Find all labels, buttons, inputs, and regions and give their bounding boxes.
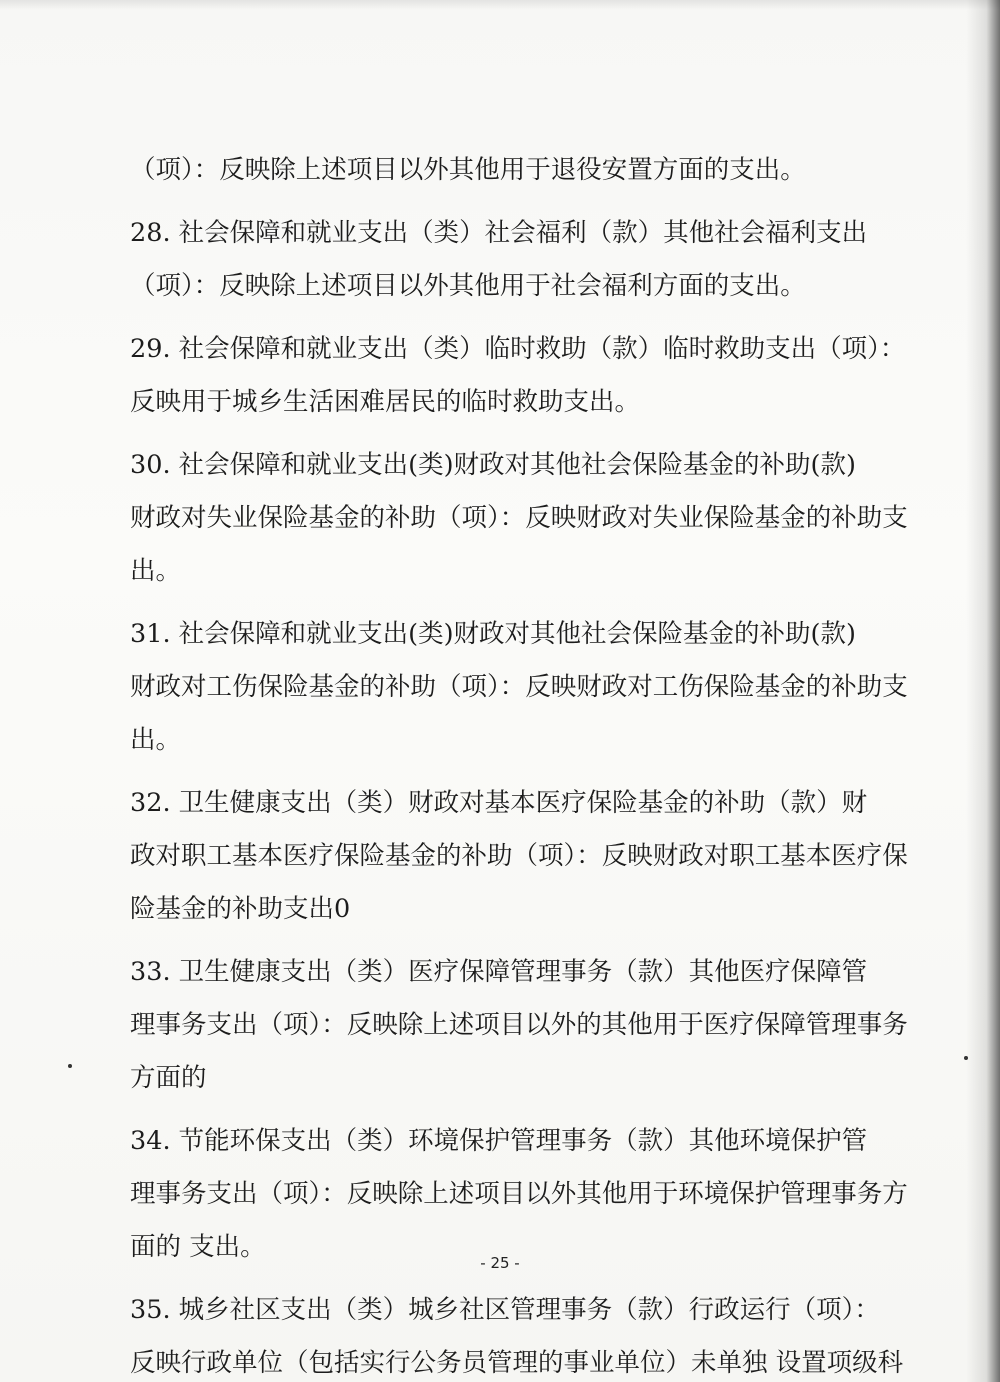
scan-speck — [964, 1056, 968, 1060]
text-line: 财政对工伤保险基金的补助（项）：反映财政对工伤保险基金的补助支 — [130, 672, 908, 702]
text-line: 理事务支出（项）：反映除上述项目以外其他用于环境保护管理事务方 — [130, 1179, 908, 1209]
text-line: 面的 支出。 — [130, 1232, 266, 1262]
text-line: 31. 社会保障和就业支出(类)财政对其他社会保险基金的补助(款) — [130, 619, 856, 649]
text-line: 28. 社会保障和就业支出（类）社会福利（款）其他社会福利支出 — [130, 218, 868, 248]
text-line: 29. 社会保障和就业支出（类）临时救助（款）临时救助支出（项）： — [130, 334, 906, 364]
scan-speck — [68, 1064, 72, 1068]
text-line: 33. 卫生健康支出（类）医疗保障管理事务（款）其他医疗保障管 — [130, 957, 868, 987]
text-line: 34. 节能环保支出（类）环境保护管理事务（款）其他环境保护管 — [130, 1126, 868, 1156]
scan-shadow-right — [966, 0, 1000, 1382]
text-line: 出。 — [130, 725, 182, 755]
text-line: 反映用于城乡生活困难居民的临时救助支出。 — [130, 387, 641, 417]
text-line: （项）：反映除上述项目以外其他用于社会福利方面的支出。 — [130, 271, 806, 301]
scan-shadow-top — [0, 0, 1000, 10]
text-line: 方面的 — [130, 1063, 207, 1093]
text-line: 出。 — [130, 556, 182, 586]
text-line: 30. 社会保障和就业支出(类)财政对其他社会保险基金的补助(款) — [130, 450, 856, 480]
text-line: 财政对失业保险基金的补助（项）：反映财政对失业保险基金的补助支 — [130, 503, 908, 533]
text-line: 理事务支出（项）：反映除上述项目以外的其他用于医疗保障管理事务 — [130, 1010, 908, 1040]
text-line: 反映行政单位（包括实行公务员管理的事业单位）未单独 设置项级科 — [130, 1348, 904, 1378]
document-body — [130, 144, 930, 1382]
page-number: - 25 - — [480, 1254, 520, 1272]
text-line: （项）：反映除上述项目以外其他用于退役安置方面的支出。 — [130, 155, 806, 185]
text-line: 政对职工基本医疗保险基金的补助（项）：反映财政对职工基本医疗保 — [130, 841, 908, 871]
text-line: 32. 卫生健康支出（类）财政对基本医疗保险基金的补助（款）财 — [130, 788, 868, 818]
text-line: 35. 城乡社区支出（类）城乡社区管理事务（款）行政运行（项）： — [130, 1295, 880, 1325]
text-line: 险基金的补助支出0 — [130, 894, 351, 924]
